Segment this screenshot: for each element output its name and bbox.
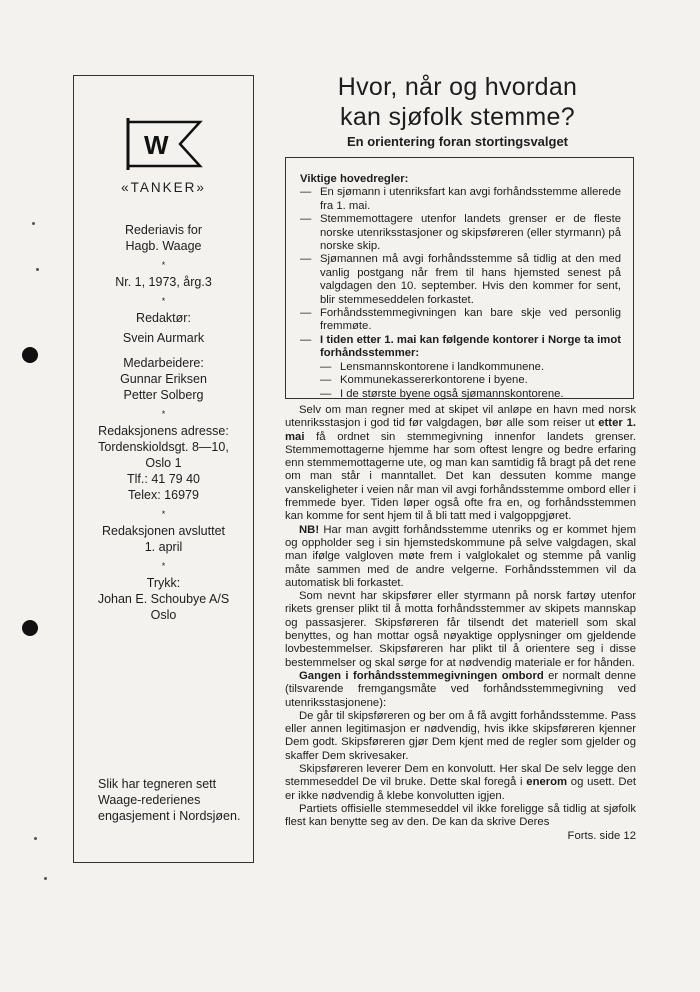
rule-text: En sjømann i utenriksfart kan avgi forhåndsstemme allerede fra 1. mai. bbox=[320, 186, 621, 212]
paragraph bbox=[285, 404, 636, 524]
address-line: Tordenskioldsgt. 8—10, bbox=[98, 440, 229, 454]
rule-text: Forhåndsstemmegivningen kan bare skje ved personlig fremmøte. bbox=[320, 307, 621, 333]
continued-note: Forts. side 12 bbox=[567, 829, 636, 842]
star-divider: * bbox=[161, 296, 166, 306]
rule-item bbox=[300, 186, 621, 213]
speck bbox=[44, 877, 47, 880]
rule-item bbox=[300, 213, 621, 253]
masthead-box bbox=[73, 75, 254, 863]
office-item bbox=[300, 374, 621, 387]
star-divider: * bbox=[161, 509, 166, 519]
bold-text: etter 1. mai bbox=[285, 417, 636, 443]
contributor-name: Gunnar Eriksen bbox=[120, 372, 207, 386]
issue-number: Nr. 1, 1973, årg.3 bbox=[115, 275, 212, 289]
office-text: Kommunekassererkontorene i byene. bbox=[340, 374, 528, 387]
editor-name: Svein Aurmark bbox=[122, 331, 205, 345]
dash: — bbox=[300, 307, 312, 320]
rule-text: Stemmemottagere utenfor landets grenser er de fleste norske utenriksstasjoner og skipsføreren (eller styrmann) på norske skip. bbox=[320, 213, 621, 253]
printer-line: Oslo bbox=[150, 608, 177, 622]
rules-title: Viktige hovedregler: bbox=[300, 173, 409, 185]
office-item bbox=[300, 388, 621, 401]
office-text: Lensmannskontorene i landkommunene. bbox=[340, 360, 545, 373]
text-run: og usett. Det er ikke nødvendig å klebe konvolutten igjen. bbox=[285, 776, 636, 802]
headline-line: Hvor, når og hvordan bbox=[337, 73, 578, 101]
address-line: Tlf.: 41 79 40 bbox=[127, 472, 200, 486]
speck bbox=[34, 837, 37, 840]
article-body bbox=[285, 404, 636, 843]
text-run: Skipsføreren leverer Dem en konvolutt. Her skal De selv legge den stemmeseddel De vil bruke. Dette skal foregå i bbox=[285, 763, 636, 789]
editor-heading: Redaktør: bbox=[136, 311, 191, 325]
dash: — bbox=[300, 333, 312, 346]
text-run: Har man avgitt forhåndsstemme utenriks og er kommet hjem og oppholder seg i sin hjemstedskommune på selve valgdagen, skal man ifølge valgloven møte frem i valglokalet og stemme på vanlig måte sammen med de andre velgerne. Forhåndsstemmen vil da automatisk bli forkastet. bbox=[285, 523, 636, 589]
dash: — bbox=[320, 387, 332, 400]
key-rules-box bbox=[285, 157, 634, 399]
publication-name: «TANKER» bbox=[121, 180, 206, 195]
waage-flag-logo bbox=[124, 114, 204, 172]
article-headline bbox=[285, 72, 630, 132]
bold-text: Gangen i forhåndsstemmegivningen ombord bbox=[299, 669, 544, 682]
star-divider: * bbox=[161, 561, 166, 571]
publisher-block bbox=[74, 222, 253, 623]
star-divider: * bbox=[161, 260, 166, 270]
paragraph bbox=[285, 524, 636, 590]
illustration-caption: Slik har tegneren sett Waage-rederienes engasjement i Nordsjøen. bbox=[98, 777, 241, 823]
bold-text: NB! bbox=[299, 523, 320, 536]
paragraph bbox=[285, 763, 636, 803]
office-text: I de største byene også sjømannskontorene. bbox=[340, 387, 564, 400]
text-run: få ordnet sin stemmegivning innenfor landets grenser. Stemmemottagerne hjemme har som oftest lengre og bedre erfaring enn stemmemottagerne ute, og man kan samtidig få bragt på det rene om man står i manntallet. Det kan dessuten komme mange vanskeligheter i veien når man vil avgi forhåndsstemme ombord eller i fremmede byer. Tiden løper også ofte fra en, og forhåndsstemmen kan komme for sent hjem til å bli tatt med i valgoppgjøret. bbox=[285, 430, 636, 523]
rule-item bbox=[300, 253, 621, 307]
bold-text: enerom bbox=[526, 776, 568, 789]
office-item bbox=[300, 361, 621, 374]
punch-hole-top bbox=[22, 347, 38, 363]
star-divider: * bbox=[161, 409, 166, 419]
dash: — bbox=[320, 374, 332, 387]
paragraph: Som nevnt har skipsfører eller styrmann på norsk fartøy utenfor rikets grenser plikt til å motta forhåndsstemmer av skipets mannskap og passasjerer. Skipsføreren får tilsendt det materiell som skal benyttes, og han mottar også nøyaktige opplysninger om gjeldende lovbestemmelser. Skipsføreren har plikt til å orientere seg i disse bestemmelser og skal sørge for at nødvendig materiale er for hånden. bbox=[285, 590, 636, 669]
closing-line: Redaksjonen avsluttet bbox=[102, 524, 225, 538]
paragraph bbox=[285, 670, 636, 710]
paragraph: De går til skipsføreren og ber om å få avgitt forhåndsstemme. Pass eller annen legitimasjon er nødvendig, hvis ikke skipsføreren kjenner Dem godt. Skipsføreren gjør Dem kjent med de regler som gjelder og skaffer Dem skrivesaker. bbox=[285, 709, 636, 762]
rule-text: I tiden etter 1. mai kan følgende kontorer i Norge ta imot forhåndsstemmer: bbox=[320, 333, 621, 360]
address-line: Oslo 1 bbox=[145, 456, 182, 470]
text-run: er normalt denne (tilsvarende fremgangsmåte ved forhåndsstemmegivning ved utenriksstasjonene): bbox=[285, 669, 637, 709]
dash: — bbox=[300, 186, 312, 199]
flag-letter: W bbox=[144, 130, 169, 160]
speck bbox=[32, 222, 35, 225]
closing-line: 1. april bbox=[144, 540, 183, 554]
publisher-line: Hagb. Waage bbox=[125, 239, 202, 253]
publisher-line: Rederiavis for bbox=[124, 223, 203, 237]
address-line: Telex: 16979 bbox=[128, 488, 199, 502]
printer-heading: Trykk: bbox=[146, 576, 181, 590]
punch-hole-bottom bbox=[22, 620, 38, 636]
rule-item bbox=[300, 307, 621, 334]
address-heading: Redaksjonens adresse: bbox=[98, 424, 229, 438]
printer-line: Johan E. Schoubye A/S bbox=[97, 592, 230, 606]
rule-text: Sjømannen må avgi forhåndsstemme så tidlig at den med vanlig postgang når frem til hans hjemsted senest på valgdagen den 10. september. Hvis den kommer for sent, blir stemmeseddelen forkastet. bbox=[320, 253, 621, 306]
dash: — bbox=[300, 213, 312, 226]
dash: — bbox=[320, 360, 332, 373]
contributors-heading: Medarbeidere: bbox=[123, 356, 204, 370]
paragraph: Partiets offisielle stemmeseddel vil ikke foreligge så tidlig at sjøfolk flest kan benytte seg av den. De kan da skrive Deres bbox=[285, 802, 636, 829]
contributor-name: Petter Solberg bbox=[123, 388, 204, 402]
text-run: Selv om man regner med at skipet vil anløpe en havn med norsk utenriksstasjon i god tid før valgdagen, bør alle som reiser ut bbox=[285, 404, 636, 430]
rule-item-bold bbox=[300, 334, 621, 361]
dash: — bbox=[300, 253, 312, 266]
headline-line: kan sjøfolk stemme? bbox=[340, 103, 575, 131]
article-subheadline: En orientering foran stortingsvalget bbox=[346, 134, 569, 149]
speck bbox=[36, 268, 39, 271]
